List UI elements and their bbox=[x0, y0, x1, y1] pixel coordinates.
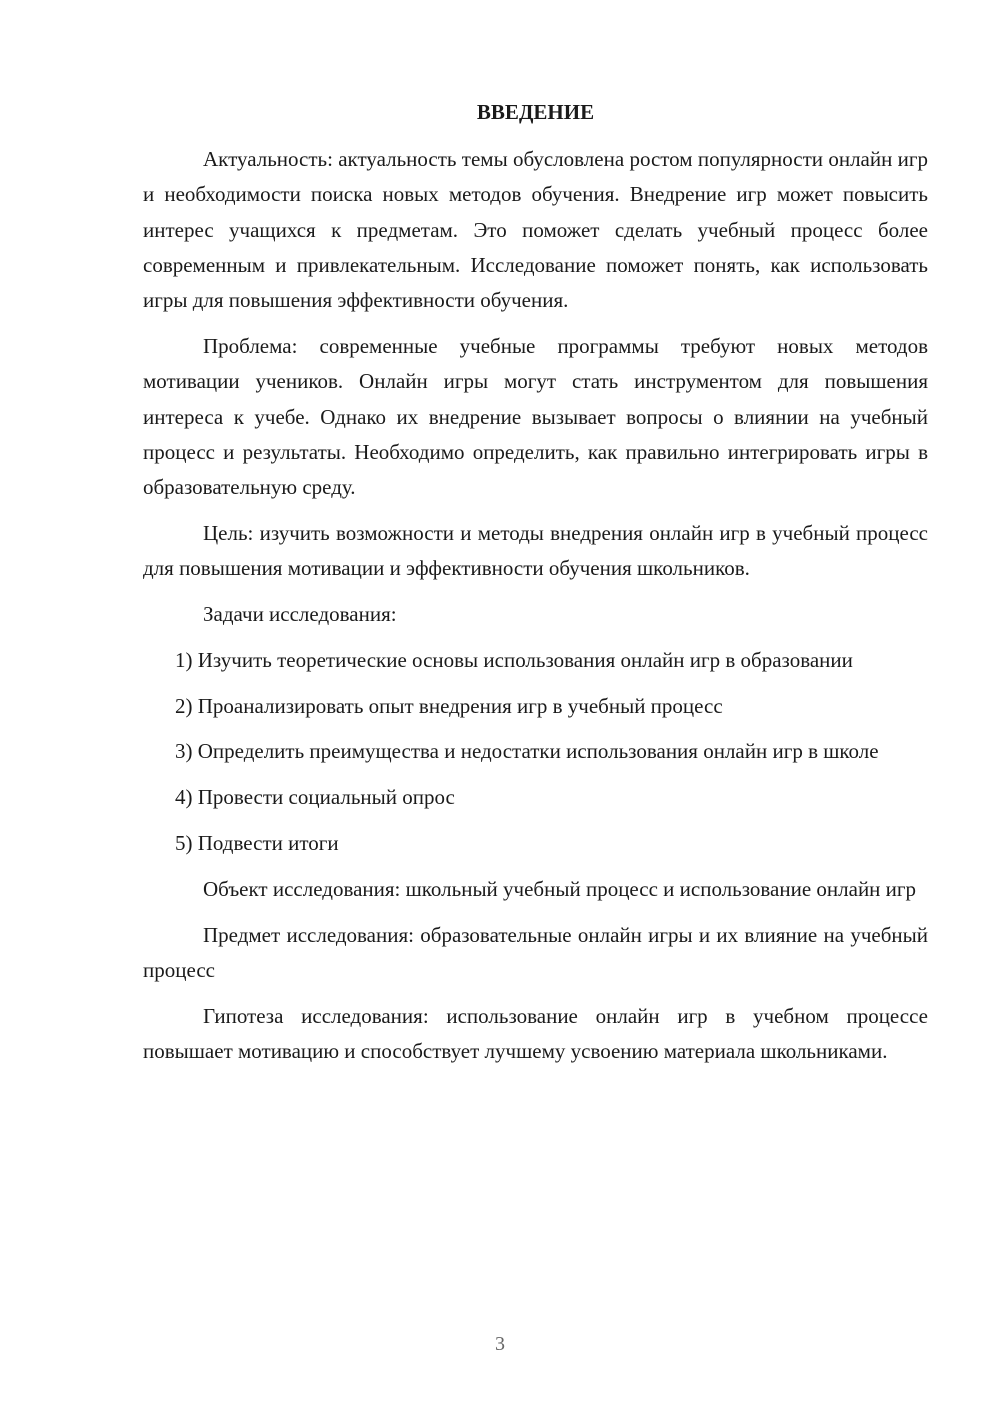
document-page bbox=[143, 95, 928, 1080]
tasks-title: Задачи исследования: bbox=[203, 602, 397, 627]
paragraph-object: Объект исследования: школьный учебный процесс и использование онлайн игр bbox=[203, 876, 917, 901]
page-number: 3 bbox=[495, 1333, 505, 1355]
paragraph-subject: Предмет исследования: образовательные онлайн игры и их влияние на учебный процесс bbox=[143, 922, 928, 982]
document-heading: ВВЕДЕНИЕ bbox=[476, 100, 595, 124]
task-item-3: 3) Определить преимущества и недостатки использования онлайн игр в школе bbox=[175, 739, 879, 764]
paragraph-relevance: Актуальность: актуальность темы обусловлена ростом популярности онлайн игр и необходимости поиска новых методов обучения. Внедрение игр может повысить интерес учащихся к предметам. Это поможет сделать учебный процесс более современным и привлекательным. Исследование поможет понять, как использовать игры для повышения эффективности обучения. bbox=[143, 147, 928, 313]
task-item-4: 4) Провести социальный опрос bbox=[175, 785, 455, 810]
task-item-1: 1) Изучить теоретические основы использования онлайн игр в образовании bbox=[175, 647, 853, 672]
paragraph-goal: Цель: изучить возможности и методы внедрения онлайн игр в учебный процесс для повышения мотивации и эффективности обучения школьников. bbox=[143, 520, 928, 581]
paragraph-problem: Проблема: современные учебные программы требуют новых методов мотивации учеников. Онлайн игры могут стать инструментом для повышения интереса к учебе. Однако их внедрение вызывает вопросы о влиянии на учебный процесс и результаты. Необходимо определить, как правильно интегрировать игры в образовательную среду. bbox=[143, 333, 928, 500]
task-item-5: 5) Подвести итоги bbox=[175, 831, 339, 856]
paragraph-hypothesis: Гипотеза исследования: использование онлайн игр в учебном процессе повышает мотивацию и способствует лучшему усвоению материала школьниками. bbox=[143, 1003, 928, 1064]
task-item-2: 2) Проанализировать опыт внедрения игр в учебный процесс bbox=[175, 693, 723, 718]
